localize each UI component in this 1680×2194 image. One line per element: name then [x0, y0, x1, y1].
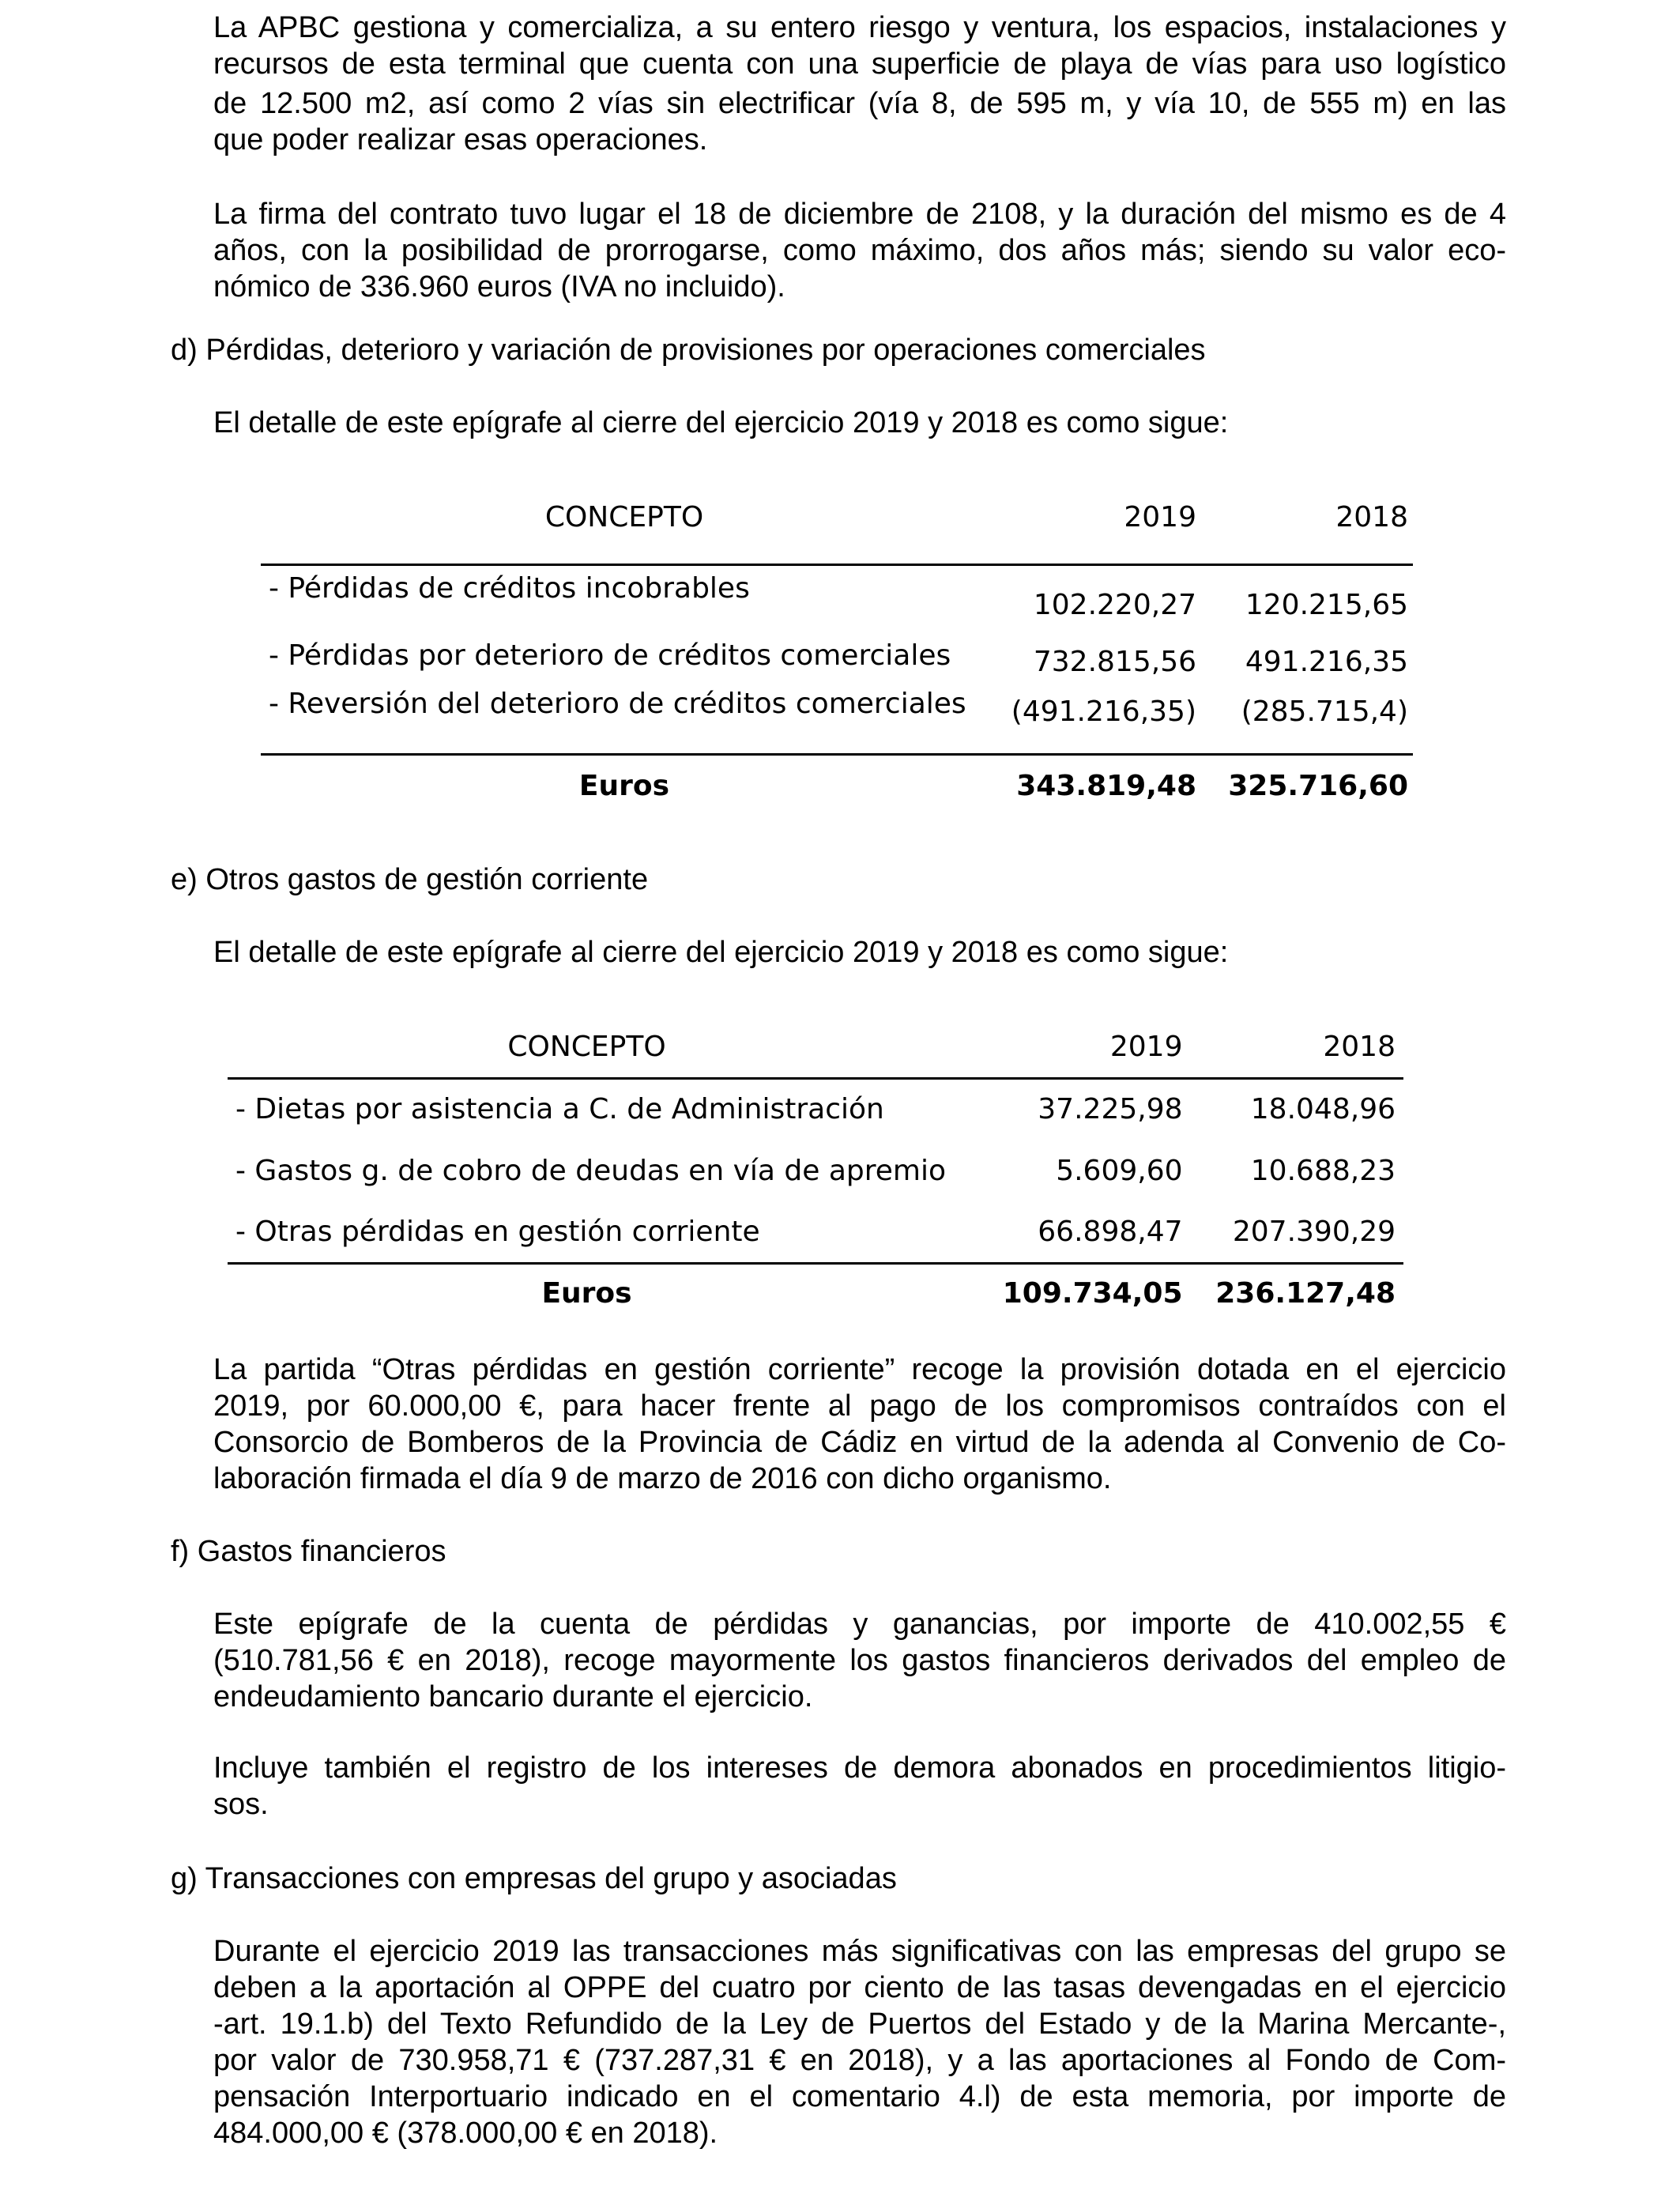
- row-2019: (491.216,35): [1011, 696, 1196, 728]
- row-concept: - Reversión del deterioro de créditos comerciales: [269, 688, 966, 720]
- text-line: por valor de 730.958,71 € (737.287,31 € en 2018), y a las aportaciones al Fondo de Com-: [213, 2044, 1506, 2077]
- section-d-table: [261, 498, 1413, 817]
- header-concept: CONCEPTO: [507, 1031, 666, 1063]
- row-2018: 18.048,96: [1250, 1093, 1396, 1126]
- text-line: Consorcio de Bomberos de la Provincia de Cádiz en virtud de la adenda al Convenio de Co-: [213, 1426, 1506, 1459]
- section-d-heading: d) Pérdidas, deterioro y variación de provisiones por operaciones comerciales: [171, 334, 1206, 367]
- text-line: sos.: [213, 1788, 269, 1821]
- row-concept: - Pérdidas de créditos incobrables: [269, 571, 750, 605]
- header-2019: 2019: [1124, 501, 1196, 533]
- section-d-intro: El detalle de este epígrafe al cierre del ejercicio 2019 y 2018 es como sigue:: [213, 406, 1229, 439]
- section-e-heading: e) Otros gastos de gestión corriente: [171, 863, 649, 896]
- row-concept: - Otras pérdidas en gestión corriente: [235, 1215, 760, 1248]
- text-line: La firma del contrato tuvo lugar el 18 de diciembre de 2108, y la duración del mismo es de 4: [213, 198, 1506, 231]
- section-g-heading: g) Transacciones con empresas del grupo y asociadas: [171, 1862, 897, 1895]
- text-line: Durante el ejercicio 2019 las transacciones más significativas con las empresas del grupo se: [213, 1935, 1506, 1968]
- row-2018: 10.688,23: [1250, 1154, 1396, 1187]
- total-label: Euros: [578, 770, 670, 803]
- table-row: [261, 564, 1413, 624]
- row-concept: - Dietas por asistencia a C. de Administración: [235, 1093, 884, 1126]
- row-2018: 207.390,29: [1232, 1215, 1396, 1248]
- text-line: Incluye también el registro de los intereses de demora abonados en procedimientos litigio-: [213, 1751, 1506, 1785]
- total-2018: 325.716,60: [1228, 770, 1408, 803]
- text-line: 2019, por 60.000,00 €, para hacer frente al pago de los compromisos contraídos con el: [213, 1389, 1506, 1423]
- section-f-paragraph-1: [213, 1606, 1506, 1715]
- row-2019: 37.225,98: [1038, 1093, 1183, 1126]
- section-f-heading: f) Gastos financieros: [171, 1535, 446, 1568]
- table-row: [228, 1078, 1403, 1140]
- table-row: [228, 1201, 1403, 1263]
- row-2018: 120.215,65: [1245, 589, 1408, 621]
- section-g-paragraph: [213, 1933, 1506, 2151]
- text-line: que poder realizar esas operaciones.: [213, 123, 708, 156]
- row-2019: 732.815,56: [1033, 646, 1196, 678]
- row-2019: 5.609,60: [1056, 1154, 1183, 1187]
- section-e-intro: El detalle de este epígrafe al cierre del ejercicio 2019 y 2018 es como sigue:: [213, 936, 1229, 969]
- table-row: [261, 686, 1413, 754]
- text-line: Este epígrafe de la cuenta de pérdidas y ganancias, por importe de 410.002,55 €: [213, 1608, 1506, 1641]
- text-line: 484.000,00 € (378.000,00 € en 2018).: [213, 2117, 718, 2150]
- row-concept: - Pérdidas por deterioro de créditos comerciales: [269, 639, 951, 672]
- intro-paragraph: [213, 9, 1506, 158]
- text-line: laboración firmada el día 9 de marzo de 2016 con dicho organismo.: [213, 1462, 1112, 1495]
- table-total-row: [228, 1263, 1403, 1323]
- row-2018: 491.216,35: [1245, 646, 1408, 678]
- text-line: de 12.500 m2, así como 2 vías sin electrificar (vía 8, de 595 m, y vía 10, de 555 m) en las: [213, 87, 1506, 120]
- table-total-row: [261, 754, 1413, 817]
- total-2019: 109.734,05: [1002, 1277, 1183, 1310]
- header-concept: CONCEPTO: [544, 501, 704, 533]
- total-2018: 236.127,48: [1215, 1277, 1396, 1310]
- text-line: (510.781,56 € en 2018), recoge mayormente los gastos financieros derivados del empleo de: [213, 1644, 1506, 1677]
- table-header-row: [228, 1029, 1403, 1078]
- header-2018: 2018: [1323, 1031, 1396, 1063]
- total-label: Euros: [541, 1277, 632, 1310]
- text-line: años, con la posibilidad de prorrogarse, como máximo, dos años más; siendo su valor eco-: [213, 234, 1506, 267]
- text-line: La partida “Otras pérdidas en gestión corriente” recoge la provisión dotada en el ejercicio: [213, 1353, 1506, 1386]
- text-line: recursos de esta terminal que cuenta con una superficie de playa de vías para uso logístico: [213, 47, 1506, 81]
- section-e-table: [228, 1029, 1403, 1323]
- total-2019: 343.819,48: [1016, 770, 1196, 803]
- row-2019: 66.898,47: [1038, 1215, 1183, 1248]
- text-line: endeudamiento bancario durante el ejercicio.: [213, 1680, 813, 1713]
- row-2019: 102.220,27: [1033, 589, 1196, 621]
- table-row: [261, 624, 1413, 686]
- table-row: [228, 1140, 1403, 1201]
- text-line: -art. 19.1.b) del Texto Refundido de la Ley de Puertos del Estado y de la Marina Mercante-,: [213, 2007, 1506, 2041]
- row-2018: (285.715,4): [1241, 696, 1408, 728]
- text-line: pensación Interportuario indicado en el comentario 4.l) de esta memoria, por importe de: [213, 2080, 1506, 2113]
- text-line: deben a la aportación al OPPE del cuatro por ciento de las tasas devengadas en el ejercicio: [213, 1971, 1506, 2004]
- section-f-paragraph-2: [213, 1750, 1506, 1823]
- contract-paragraph: [213, 196, 1506, 305]
- text-line: nómico de 336.960 euros (IVA no incluido).: [213, 270, 785, 303]
- header-2018: 2018: [1335, 501, 1408, 533]
- section-e-note: [213, 1351, 1506, 1497]
- text-line: La APBC gestiona y comercializa, a su entero riesgo y ventura, los espacios, instalaciones y: [213, 11, 1506, 44]
- table-header-row: [261, 498, 1413, 564]
- header-2019: 2019: [1109, 1031, 1183, 1063]
- row-concept: - Gastos g. de cobro de deudas en vía de apremio: [235, 1154, 947, 1187]
